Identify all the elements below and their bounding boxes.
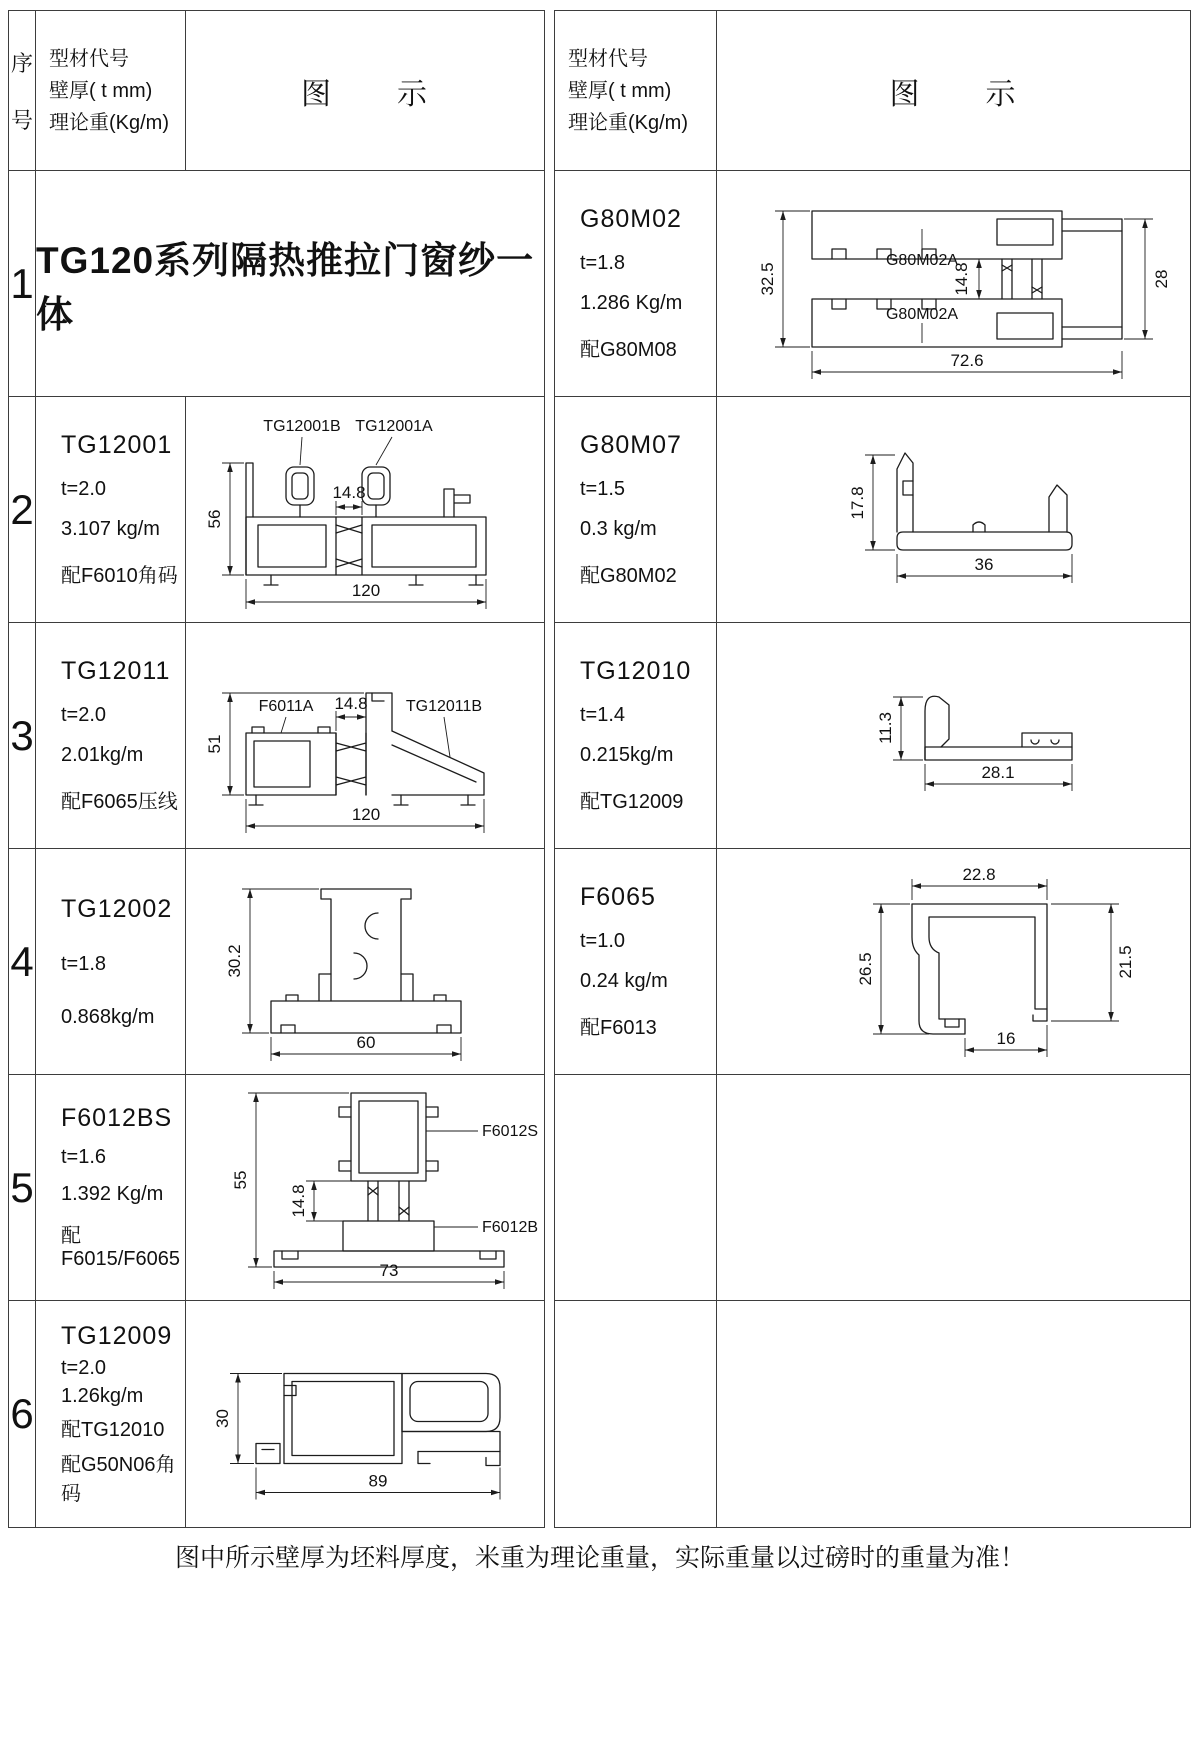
profile-info xyxy=(36,1075,186,1301)
profile-outline xyxy=(897,453,1072,550)
profile-code: TG12001 xyxy=(61,430,173,459)
series-title: TG120系列隔热推拉门窗纱一体 xyxy=(36,171,544,397)
dim-width: 120 xyxy=(351,805,381,824)
dim-bottom: 16 xyxy=(996,1029,1016,1048)
profile-outline xyxy=(274,1093,504,1267)
profile-info xyxy=(36,623,186,849)
wall-thickness: t=1.5 xyxy=(580,477,626,500)
row-number: 1 xyxy=(9,171,36,397)
row-number: 3 xyxy=(9,623,36,849)
fitting: 配G80M02 xyxy=(580,565,677,588)
cross-section-drawing xyxy=(717,171,1190,396)
profile-info xyxy=(555,623,717,849)
profile-code: G80M02 xyxy=(580,204,682,233)
wall-thickness: t=1.8 xyxy=(61,953,107,975)
profile-outline xyxy=(246,463,486,585)
header-spec-line2: 壁厚( t mm) xyxy=(49,79,153,102)
part-labels xyxy=(426,1123,538,1236)
profile-code: TG12009 xyxy=(61,1322,173,1351)
part-label: TG12001A xyxy=(355,418,433,435)
empty-info-cell xyxy=(555,1075,717,1301)
cross-section-drawing xyxy=(717,623,1190,848)
dim-width: 36 xyxy=(974,555,994,574)
dim-middle: 14.8 xyxy=(289,1184,308,1218)
dim-middle: 14.8 xyxy=(332,483,366,502)
profile-info xyxy=(555,849,717,1075)
profile-diagram-tg12001 xyxy=(186,397,544,623)
dim-width: 60 xyxy=(356,1033,376,1052)
empty-diagram-cell xyxy=(717,1301,1190,1527)
dim-right: 21.5 xyxy=(1116,945,1135,979)
weight: 0.215kg/m xyxy=(580,744,674,767)
dim-top: 22.8 xyxy=(962,865,996,884)
header-spec xyxy=(36,11,186,171)
dim-right: 28 xyxy=(1152,269,1171,289)
cross-section-drawing xyxy=(717,397,1190,622)
dim-height: 51 xyxy=(205,734,224,754)
profile-info xyxy=(555,171,717,397)
weight: 0.868kg/m xyxy=(61,1005,155,1028)
profile-diagram-tg12011 xyxy=(186,623,544,849)
profiles-table-left xyxy=(8,10,545,1528)
wall-thickness: t=2.0 xyxy=(61,703,107,726)
dim-width: 73 xyxy=(379,1261,399,1280)
fitting: 配TG12010 xyxy=(61,1419,165,1442)
part-label: G80M02A xyxy=(885,252,959,269)
dim-middle: 14.8 xyxy=(334,694,368,713)
header-seq xyxy=(9,11,36,171)
fitting: 配G50N06角码 xyxy=(61,1453,176,1505)
dimensions xyxy=(876,697,1072,791)
profile-outline xyxy=(925,696,1072,760)
weight: 1.392 Kg/m xyxy=(61,1182,164,1205)
cross-section-drawing xyxy=(186,1075,544,1300)
part-label: F6011A xyxy=(258,698,314,715)
dim-width: 89 xyxy=(368,1471,388,1491)
cross-section-drawing xyxy=(717,849,1190,1074)
profile-code: TG12002 xyxy=(61,894,173,923)
profile-diagram-f6065 xyxy=(717,849,1190,1075)
part-labels xyxy=(886,229,958,343)
profile-diagram-tg12010 xyxy=(717,623,1190,849)
dim-height: 55 xyxy=(231,1170,250,1190)
profile-diagram-tg12009 xyxy=(186,1301,544,1527)
profile-diagram-g80m02 xyxy=(717,171,1190,397)
profiles-table-right xyxy=(554,10,1191,1528)
wall-thickness: t=1.0 xyxy=(580,929,626,952)
weight: 0.3 kg/m xyxy=(580,518,657,541)
dim-middle: 14.8 xyxy=(952,262,971,296)
part-label: G80M02A xyxy=(885,306,959,323)
row-number: 4 xyxy=(9,849,36,1075)
profile-outline xyxy=(912,904,1047,1034)
weight: 1.286 Kg/m xyxy=(580,292,683,315)
dim-height: 56 xyxy=(205,509,224,529)
profile-diagram-g80m07 xyxy=(717,397,1190,623)
dimensions xyxy=(205,463,486,609)
header-spec-line2: 壁厚( t mm) xyxy=(568,79,672,102)
header-spec xyxy=(555,11,717,171)
part-label: F6012B xyxy=(482,1219,539,1236)
wall-thickness: t=1.8 xyxy=(580,251,626,274)
header-seq-char1: 序 xyxy=(10,50,33,76)
fitting: 配G80M08 xyxy=(580,339,677,362)
wall-thickness: t=2.0 xyxy=(61,477,107,500)
wall-thickness: t=1.4 xyxy=(580,703,626,726)
profile-diagram-f6012bs xyxy=(186,1075,544,1301)
fitting: 配F6015/F6065 xyxy=(61,1224,180,1270)
header-diagram: 图 示 xyxy=(717,11,1190,171)
fitting: 配TG12009 xyxy=(580,791,684,814)
weight: 3.107 kg/m xyxy=(61,518,160,541)
empty-info-cell xyxy=(555,1301,717,1527)
part-label: TG12001B xyxy=(263,418,341,435)
dim-width: 120 xyxy=(351,581,381,600)
profile-code: G80M07 xyxy=(580,430,682,459)
profile-code: TG12010 xyxy=(580,656,692,685)
dim-height: 30 xyxy=(213,1409,232,1428)
row-number: 2 xyxy=(9,397,36,623)
weight: 1.26kg/m xyxy=(61,1384,144,1407)
header-spec-line1: 型材代号 xyxy=(568,47,648,70)
cross-section-drawing xyxy=(186,849,544,1074)
fitting: 配F6010角码 xyxy=(61,565,178,588)
empty-diagram-cell xyxy=(717,1075,1190,1301)
profile-code: F6012BS xyxy=(61,1104,173,1133)
weight: 2.01kg/m xyxy=(61,744,144,767)
cross-section-drawing xyxy=(186,1301,544,1527)
part-label: TG12011B xyxy=(405,698,483,715)
profile-info xyxy=(36,397,186,623)
profile-info xyxy=(555,397,717,623)
profile-outline xyxy=(271,889,461,1033)
header-diagram: 图 示 xyxy=(186,11,544,171)
part-labels xyxy=(259,698,483,757)
dimensions xyxy=(848,455,1072,583)
profile-diagram-tg12002 xyxy=(186,849,544,1075)
dim-height: 11.3 xyxy=(876,712,895,744)
dim-width: 28.1 xyxy=(981,763,1015,782)
part-labels xyxy=(263,418,433,465)
profile-code: F6065 xyxy=(580,882,656,911)
wall-thickness: t=1.6 xyxy=(61,1146,107,1169)
header-spec-line1: 型材代号 xyxy=(49,47,129,70)
part-label: F6012S xyxy=(482,1123,539,1140)
dim-height: 32.5 xyxy=(758,262,777,296)
header-spec-line3: 理论重(Kg/m) xyxy=(49,111,169,134)
header-seq-char2: 号 xyxy=(10,107,33,133)
dim-width: 72.6 xyxy=(950,351,984,370)
cross-section-drawing xyxy=(186,623,544,848)
row-number: 6 xyxy=(9,1301,36,1527)
dim-height: 17.8 xyxy=(848,486,867,520)
cross-section-drawing xyxy=(186,397,544,622)
profile-outline xyxy=(256,1374,500,1466)
row-number: 5 xyxy=(9,1075,36,1301)
profile-code: TG12011 xyxy=(61,656,171,685)
header-spec-line3: 理论重(Kg/m) xyxy=(568,111,688,134)
footer-note: 图中所示壁厚为坯料厚度，米重为理论重量，实际重量以过磅时的重量为准！ xyxy=(174,1544,1025,1572)
weight: 0.24 kg/m xyxy=(580,970,668,993)
dimensions xyxy=(856,865,1135,1057)
fitting: 配F6065压线 xyxy=(61,791,178,814)
dim-height: 30.2 xyxy=(225,944,244,978)
wall-thickness: t=2.0 xyxy=(61,1356,107,1379)
dim-left: 26.5 xyxy=(856,952,875,986)
dimensions xyxy=(758,211,1171,379)
dimensions xyxy=(225,889,461,1061)
profile-info xyxy=(36,1301,186,1527)
dimensions xyxy=(213,1374,500,1500)
profile-info xyxy=(36,849,186,1075)
fitting: 配F6013 xyxy=(580,1017,657,1040)
